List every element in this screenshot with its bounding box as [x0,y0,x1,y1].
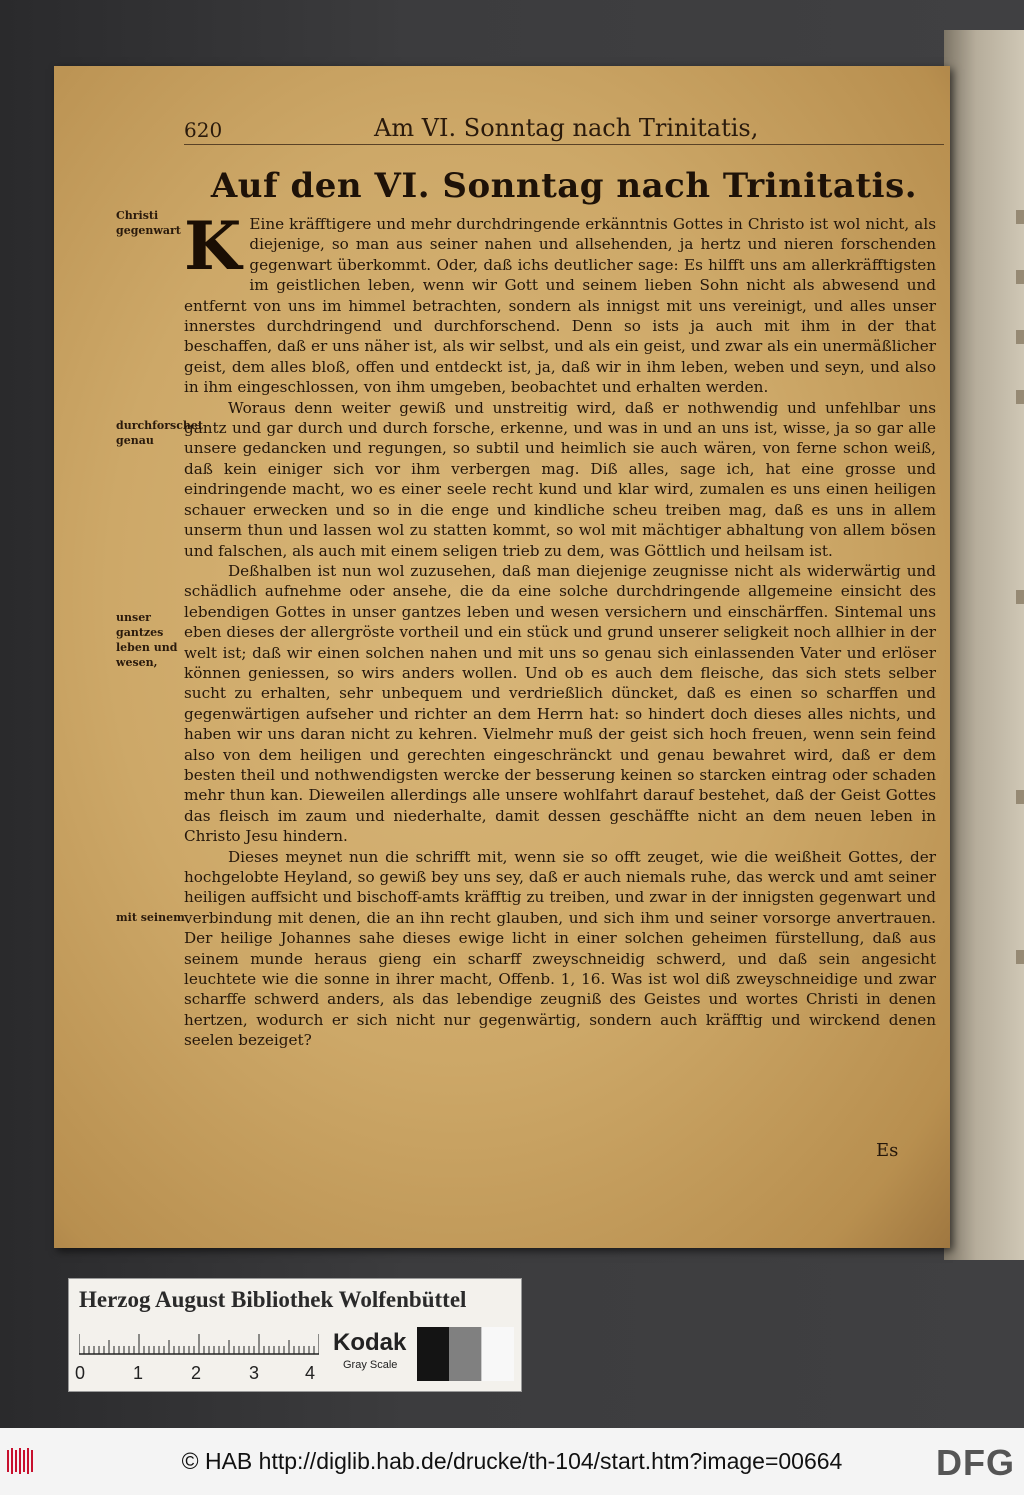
paragraph: Woraus denn weiter gewiß und unstreitig wird, daß er nothwendig und unfehlbar uns gantz und gar durch und durch forsche, erkenne, und was in und an uns ist, wisse, ja so gar alle unsere gedancken und regungen, so subtil und heimlich sie auch wären, von ferne schon weiß, daß kein einiger sich vor ihm verbergen mag. Diß alles, sage ich, hat eine grosse und eindringende macht, wo es einer seele recht kund und klar wird, zumalen es uns einen heiligen schauer erwecken und so in die enge und kindliche scheu treiben mag, daß es uns in allem unserm thun und lassen wol zu statten kommt, so wol mit mächtiger abhaltung von allem bösen und falschen, als auch mit einem seligen trieb zu dem, was Göttlich und heilsam ist. [184,398,936,560]
dfg-logo: DFG [936,1442,1015,1483]
ruler-label: 2 [191,1363,202,1383]
gray-scale-label: Gray Scale [343,1359,398,1371]
margin-note: mit seinem [116,911,185,924]
ruler-label: 4 [305,1363,316,1383]
black-patch [417,1327,449,1381]
book-page [54,66,950,1248]
margin-note: Christi gegenwart [116,209,181,237]
color-calibration-card [68,1278,522,1392]
card-title: Herzog August Bibliothek Wolfenbüttel [79,1287,467,1312]
page-number: 620 [184,118,223,142]
footer-bar [0,1428,1024,1495]
ghost-letter [1016,210,1024,224]
paragraph: Deßhalben ist nun wol zuzusehen, daß man diejenige zeugnisse nicht als widerwärtig und schädlich aufnehme oder ansehe, die da eine solche durchdringende allgemeine einsicht des lebendigen Gottes in unser gantzes leben und wesen versichern und einschärffen. Sintemal uns eben dieses der allergröste vortheil und ein stück und grund unserer seligkeit noch allhier in der welt ist; daß wir einen solchen nahen und mit uns so genau sich einlassenden Vater und erlöser können geniessen, so wirs anders wollen. Und ob es auch dem fleische, das sich stets selber sucht zu erhalten, sehr unbequem und verdrießlich düncket, daß es einen so scharffen und gegenwärtigen aufseher und richter an dem Herrn hat: so hindert doch dieses alles nichts, und haben wir uns daran nicht zu kehren. Vielmehr muß der geist sich hoch freuen, wenn sein feind also von dem heiligen und gerechten eingeschränckt und genau bewahret wird, daß er dem besten theil und nothwendigsten wercke der besserung keinen so starcken eintrag oder schaden mehr thun kan. Dieweilen allerdings alle unsere wohlfahrt darauf bestehet, daß der Geist Gottes das fleisch im zaum und niederhalte, damit dessen geschäffte nicht an dem neuen leben in Christo Jesu hindern. [184,561,936,846]
kodak-logo: Kodak [333,1329,407,1356]
next-page-edge [944,30,1024,1260]
copyright-link[interactable]: © HAB http://diglib.hab.de/drucke/th-104/start.htm?image=00664 [181,1448,843,1474]
ghost-letter [1016,950,1024,964]
ruler-label: 1 [133,1363,144,1383]
body-text [184,207,936,1051]
ruler-label: 3 [249,1363,260,1383]
margin-note: unser gantzes leben und wesen, [116,611,178,669]
catchword: Es [876,1140,899,1161]
white-patch [481,1327,514,1381]
ruler-label: 0 [75,1363,86,1383]
section-title: Auf den VI. Sonntag nach Trinitatis. [210,166,918,206]
ghost-letter [1016,590,1024,604]
gray-patch [449,1327,481,1381]
ruler-icon [79,1333,319,1355]
margin-note: durchforschet genau [116,419,204,447]
ghost-letter [1016,270,1024,284]
paragraph: Dieses meynet nun die schrifft mit, wenn sie so offt zeuget, wie die weißheit Gottes, der hochgelobte Heyland, so gewiß bey uns sey, daß er auch niemals ruhe, das werck und amt seiner heiligen auffsicht und bischoff-amts kräfftig zu treiben, und zwar in der innigsten gegenwart und verbindung mit denen, die an ihn recht glauben, und sich ihm und seiner vorsorge anvertrauen. Der heilige Johannes sahe dieses ewige licht in einer solchen geheimen fürstellung, daß aus seinem munde heraus gieng ein scharff zweyschneidig schwerd, und daß sein angesicht leuchtete wie die sonne in ihrer macht, Offenb. 1, 16. Was ist wol diß zweyschneidige und zwar scharffe schwerd anders, als das lebendige zeugniß des Geistes und wortes Christi in denen hertzen, wodurch er sich nicht nur gegenwärtig, sondern auch kräfftig und wirckend denen seelen bezeiget? [184,847,936,1050]
ghost-letter [1016,390,1024,404]
running-title: Am VI. Sonntag nach Trinitatis, [374,114,759,142]
drop-cap: K [184,207,242,285]
page-header [184,114,944,145]
ghost-letter [1016,330,1024,344]
paragraph: K Eine kräfftigere und mehr durchdringende erkänntnis Gottes in Christo ist wol nicht, als diejenige, so man aus seiner nahen und allsehenden, ja hertz und nieren forschenden gegenwart überkommt. Oder, daß ichs deutlicher sage: Es hilfft uns am allerkräfftigsten im geistlichen leben, wenn wir Gott und seinem lieben Sohn nicht als abwesend und entfernt von uns im himmel betrachten, sondern als innigst mit uns vereinigt, und alles unser innerstes durchdringend und durchforschend. Denn so ists ja auch mit ihm in der that beschaffen, daß er uns näher ist, als wir selbst, und als ein geist, und zwar als ein unermäßlicher geist, dem alles bloß, offen und entdeckt ist, ja, daß wir in ihm leben, weben und seyn, und also in ihm eingeschlossen, von ihm umgeben, beobachtet und erhalten werden. [184,207,936,397]
ghost-letter [1016,790,1024,804]
